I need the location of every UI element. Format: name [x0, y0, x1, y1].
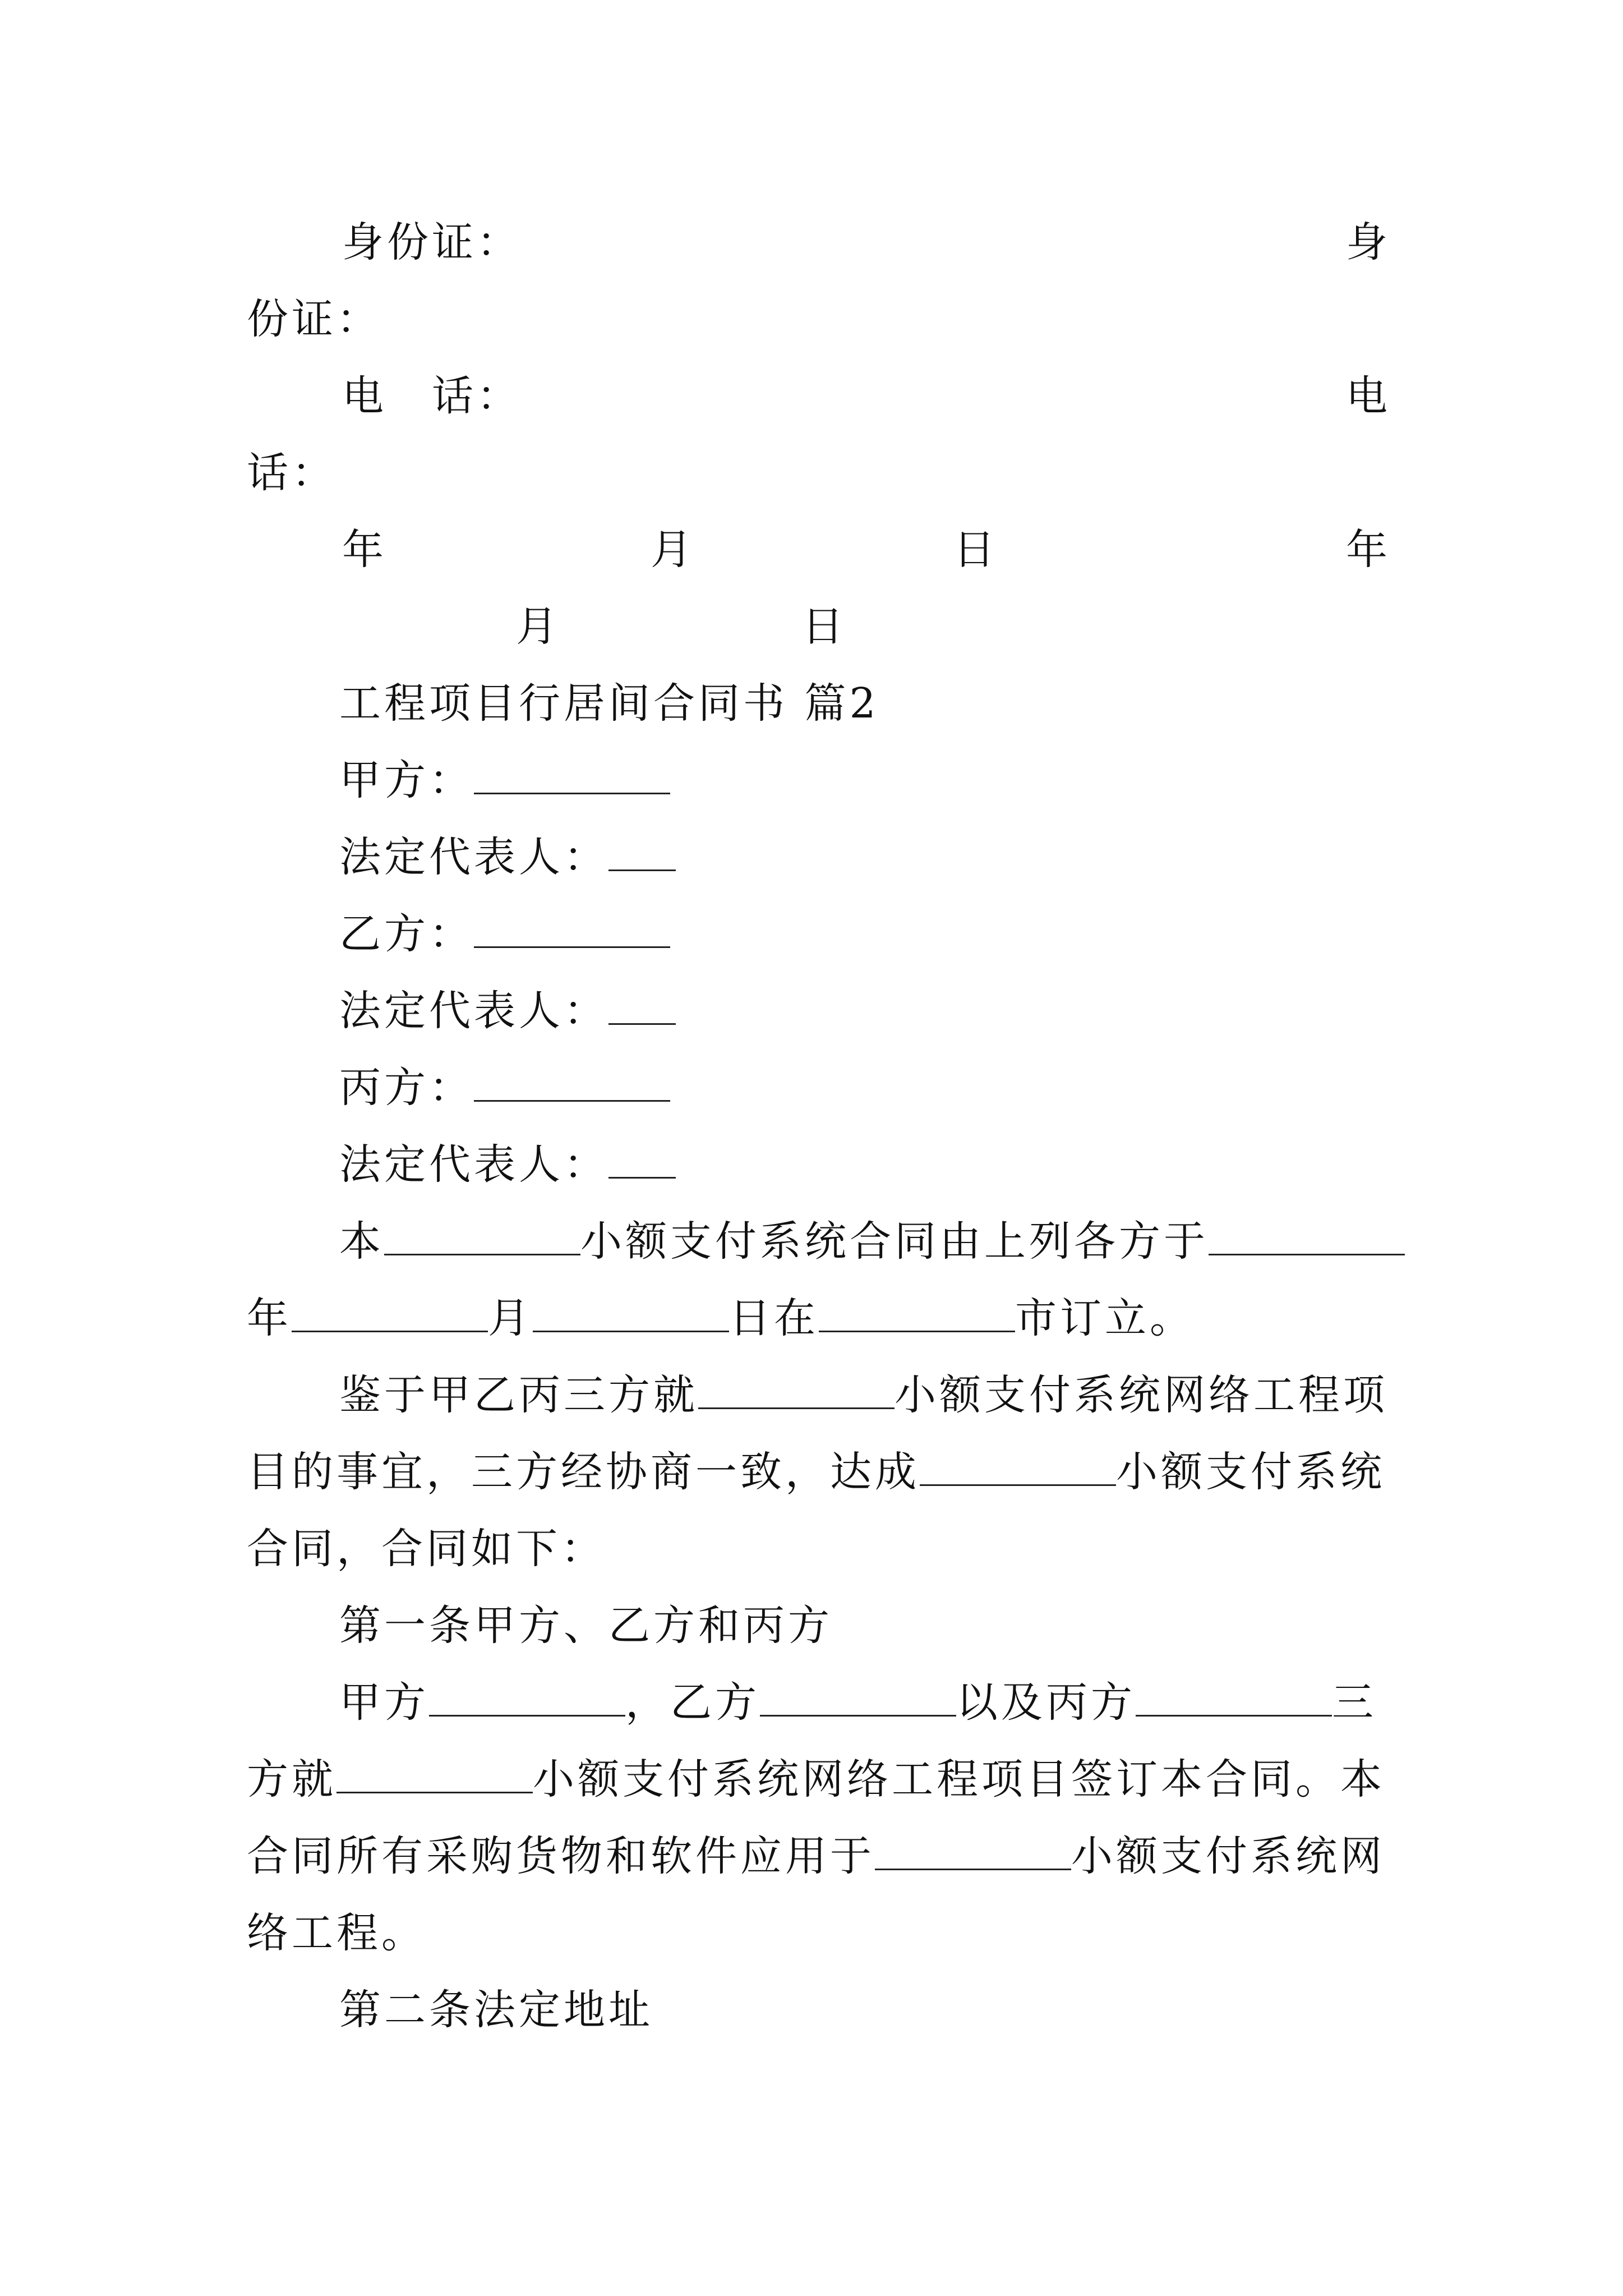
id-label-left: 身份证：: [342, 218, 522, 266]
article-1-line-1: [0, 1674, 1623, 1731]
sig-id-row: [0, 214, 1623, 270]
blank-line: [474, 753, 670, 794]
intro-line-1: [0, 1213, 1623, 1269]
article-text: 甲方: [339, 1678, 429, 1727]
date-day-left: 日: [953, 526, 998, 574]
intro-text: 市订立。: [1015, 1294, 1195, 1342]
article-1-line-2: [0, 1751, 1623, 1807]
intro-text: 年: [247, 1294, 292, 1342]
intro-line-5: [0, 1521, 1623, 1577]
blank-line: [1136, 1676, 1332, 1717]
party-row: [0, 983, 1623, 1039]
article-2-title: 第二条法定地址: [339, 1986, 653, 2034]
party-row: [0, 1137, 1623, 1193]
intro-text: 目的事宜，三方经协商一致，达成: [247, 1448, 920, 1496]
article-1-title-row: [0, 1598, 1623, 1654]
intro-text: 本: [339, 1217, 384, 1266]
article-text: 合同所有采购货物和软件应用于: [247, 1832, 875, 1880]
sig-date-cont-row: [0, 599, 1623, 655]
party-row: [0, 1060, 1623, 1116]
article-text: 小额支付系统网: [1071, 1832, 1385, 1880]
blank-line: [336, 1752, 533, 1793]
phone-label-left: 电 话：: [342, 372, 522, 420]
intro-text: 鉴于甲乙丙三方就: [339, 1371, 698, 1419]
date-day-right: 日: [802, 602, 847, 651]
date-month-left: 月: [651, 526, 695, 574]
date-year-left: 年: [342, 526, 387, 574]
blank-line: [429, 1676, 625, 1717]
date-year-right: 年: [1346, 526, 1387, 574]
article-text: 小额支付系统网络工程项目签订本合同。本: [533, 1755, 1385, 1803]
blank-line: [474, 907, 670, 948]
party-row: [0, 752, 1623, 808]
blank-line: [608, 984, 676, 1025]
intro-line-2: [0, 1290, 1623, 1346]
id-label-right-cont: 份证：: [247, 295, 381, 343]
party-rep-label-b: 法定代表人：: [339, 987, 608, 1035]
blank-line: [608, 1138, 676, 1179]
intro-line-3: [0, 1367, 1623, 1423]
party-label-b: 乙方：: [339, 910, 474, 958]
intro-text: 月: [488, 1294, 533, 1342]
blank-line: [533, 1291, 729, 1332]
intro-text: 小额支付系统网络工程项: [895, 1371, 1388, 1419]
blank-line: [608, 830, 676, 871]
party-label-a: 甲方：: [339, 756, 474, 804]
party-row: [0, 906, 1623, 962]
blank-line: [760, 1676, 956, 1717]
article-text: ，乙方: [625, 1678, 760, 1727]
sig-date-row: [0, 522, 1623, 578]
blank-line: [1209, 1214, 1405, 1255]
article-text: 络工程。: [247, 1909, 426, 1957]
party-row: [0, 829, 1623, 885]
article-1-line-3: [0, 1828, 1623, 1884]
blank-line: [920, 1445, 1116, 1486]
article-text: 三: [1332, 1678, 1377, 1727]
intro-text: 小额支付系统: [1116, 1448, 1385, 1496]
blank-line: [474, 1061, 670, 1102]
blank-line: [292, 1291, 488, 1332]
article-text: 方就: [247, 1755, 336, 1803]
blank-line: [384, 1214, 580, 1255]
intro-text: 合同，合同如下：: [247, 1525, 606, 1573]
article-text: 以及丙方: [956, 1678, 1136, 1727]
sig-phone-cont-row: [0, 445, 1623, 501]
sig-id-cont-row: [0, 291, 1623, 347]
party-label-c: 丙方：: [339, 1064, 474, 1112]
intro-text: 小额支付系统合同由上列各方于: [580, 1217, 1209, 1266]
phone-label-right-cont: 话：: [247, 449, 336, 497]
blank-line: [698, 1368, 895, 1409]
intro-line-4: [0, 1444, 1623, 1500]
party-rep-label-a: 法定代表人：: [339, 833, 608, 881]
blank-line: [819, 1291, 1015, 1332]
article-1-title: 第一条甲方、乙方和丙方: [339, 1602, 833, 1650]
intro-text: 日在: [729, 1294, 819, 1342]
article-2-title-row: [0, 1982, 1623, 2038]
phone-label-right: 电: [1346, 372, 1387, 420]
id-label-right: 身: [1346, 218, 1387, 266]
date-month-right: 月: [516, 602, 561, 651]
sig-phone-row: [0, 368, 1623, 424]
section-heading-row: [0, 675, 1623, 731]
article-1-line-4: [0, 1905, 1623, 1961]
blank-line: [875, 1829, 1071, 1870]
section-heading: 工程项目行居间合同书 篇2: [339, 679, 879, 728]
party-rep-label-c: 法定代表人：: [339, 1140, 608, 1189]
